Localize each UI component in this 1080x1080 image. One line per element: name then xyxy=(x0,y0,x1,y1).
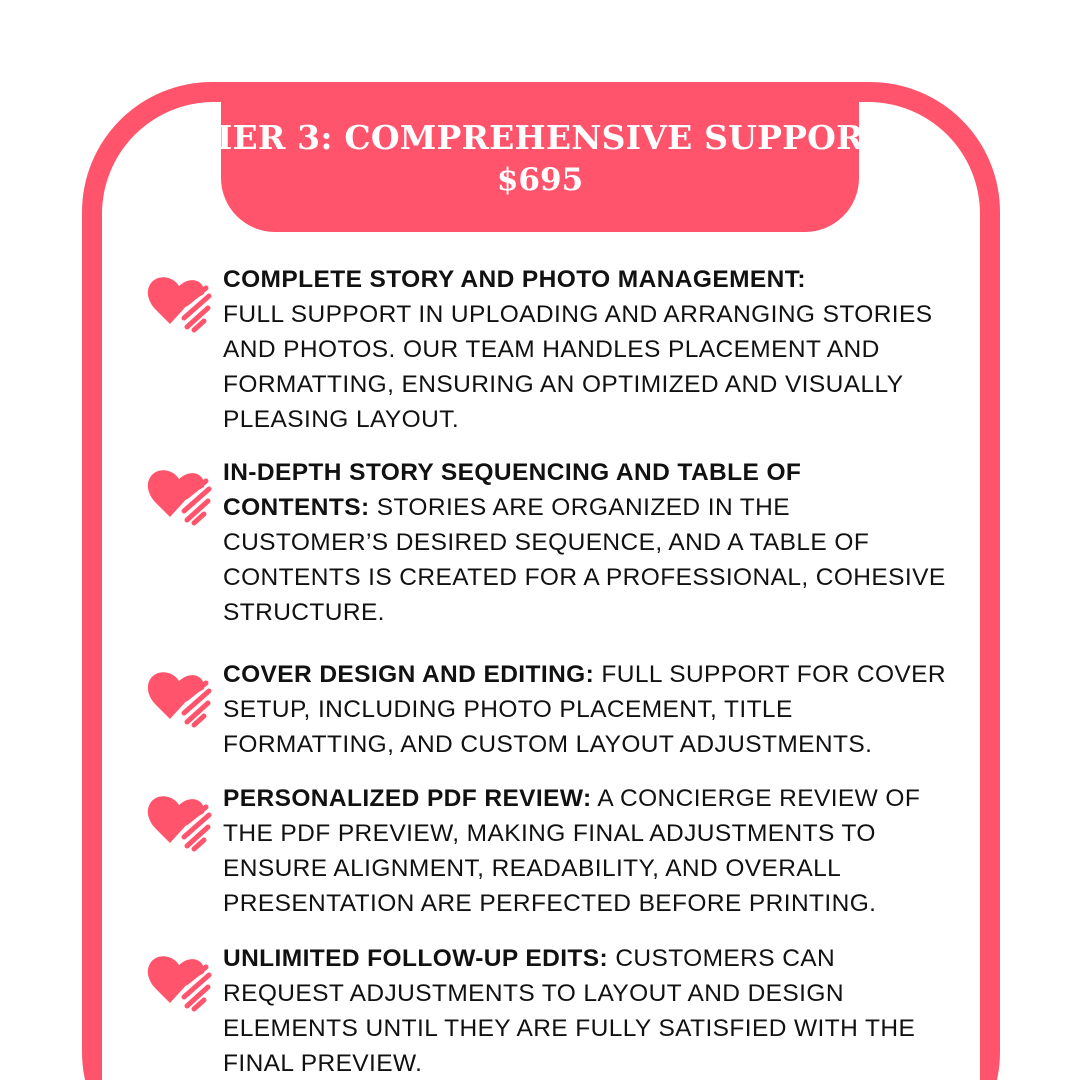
tier-header xyxy=(192,82,888,232)
feature-description: FULL SUPPORT IN UPLOADING AND ARRANGING STORIES AND PHOTOS. OUR TEAM HANDLES PLACEMENT AND FORMATTING, ENSURING AN OPTIMIZED AND VISUALLY PLEASING LAYOUT. xyxy=(223,301,933,433)
heart-stripes-icon xyxy=(146,793,212,853)
heart-stripes-icon xyxy=(146,274,212,334)
feature-heading: IN-DEPTH STORY SEQUENCING AND TABLE OF CONTENTS: xyxy=(223,459,802,521)
feature-heading: COMPLETE STORY AND PHOTO MANAGEMENT: xyxy=(223,266,806,293)
feature-description: FULL SUPPORT FOR COVER SETUP, INCLUDING PHOTO PLACEMENT, TITLE FORMATTING, AND CUSTOM LAYOUT ADJUSTMENTS. xyxy=(223,661,947,758)
feature-heading: PERSONALIZED PDF REVIEW: xyxy=(223,785,592,812)
feature-item xyxy=(146,941,946,1080)
feature-item xyxy=(146,657,946,762)
feature-description: CUSTOMERS CAN REQUEST ADJUSTMENTS TO LAYOUT AND DESIGN ELEMENTS UNTIL THEY ARE FULLY SATISFIED WITH THE FINAL PREVIEW. xyxy=(223,945,916,1077)
feature-item xyxy=(146,262,946,437)
tier-price: $695 xyxy=(496,161,584,198)
heart-stripes-icon xyxy=(146,467,212,527)
heart-stripes-icon xyxy=(146,669,212,729)
heart-stripes-icon xyxy=(146,953,212,1013)
feature-heading: UNLIMITED FOLLOW-UP EDITS: xyxy=(223,945,609,972)
feature-item xyxy=(146,455,946,630)
feature-description: A CONCIERGE REVIEW OF THE PDF PREVIEW, MAKING FINAL ADJUSTMENTS TO ENSURE ALIGNMENT, READABILITY, AND OVERALL PRESENTATION ARE PERFECTED BEFORE PRINTING. xyxy=(223,785,921,917)
feature-list xyxy=(146,262,946,1080)
feature-description: STORIES ARE ORGANIZED IN THE CUSTOMER’S DESIRED SEQUENCE, AND A TABLE OF CONTENTS IS CREATED FOR A PROFESSIONAL, COHESIVE STRUCTURE. xyxy=(223,494,946,626)
feature-heading: COVER DESIGN AND EDITING: xyxy=(223,661,595,688)
feature-item xyxy=(146,781,946,921)
tier-title: TIER 3: COMPREHENSIVE SUPPORT xyxy=(192,118,888,157)
